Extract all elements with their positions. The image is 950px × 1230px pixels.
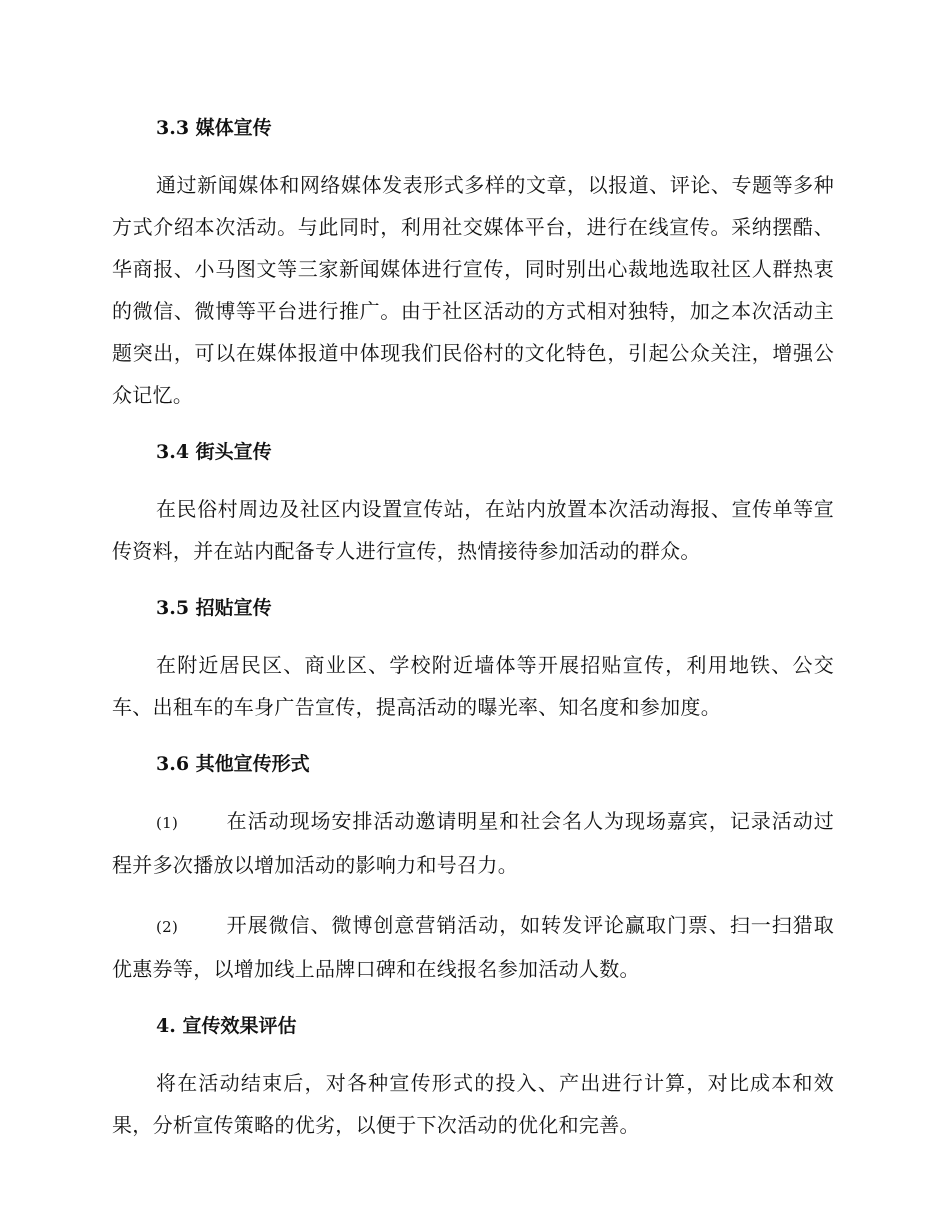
section-heading-3-3: 3.3 媒体宣传 <box>156 117 272 139</box>
document-content <box>112 110 834 1146</box>
list-item-number: (2) <box>156 918 179 936</box>
section-body-3-3: 通过新闻媒体和网络媒体发表形式多样的文章，以报道、评论、专题等多种方式介绍本次活动。与此同时，利用社交媒体平台，进行在线宣传。采纳摆酷、华商报、小马图文等三家新闻媒体进行宣传，同时别出心裁地选取社区人群热衷的微信、微博等平台进行推广。由于社区活动的方式相对独特，加之本次活动主题突出，可以在媒体报道中体现我们民俗村的文化特色，引起公众关注，增强公众记忆。 <box>112 173 834 407</box>
section-heading-3-6: 3.6 其他宣传形式 <box>156 753 310 775</box>
list-item-text: 开展微信、微博创意营销活动，如转发评论赢取门票、扫一扫猎取优惠券等，以增加线上品牌口碑和在线报名参加活动人数。 <box>112 913 834 981</box>
list-item <box>112 800 834 886</box>
list-item <box>112 904 834 990</box>
list-item-number: (1) <box>156 814 179 832</box>
section-body-3-4: 在民俗村周边及社区内设置宣传站，在站内放置本次活动海报、宣传单等宣传资料，并在站内配备专人进行宣传，热情接待参加活动的群众。 <box>112 497 834 563</box>
section-heading-4: 4. 宣传效果评估 <box>156 1015 297 1037</box>
list-item-text: 在活动现场安排活动邀请明星和社会名人为现场嘉宾，记录活动过程并多次播放以增加活动的影响力和号召力。 <box>112 809 834 877</box>
section-heading-3-5: 3.5 招贴宣传 <box>156 597 272 619</box>
section-body-3-5: 在附近居民区、商业区、学校附近墙体等开展招贴宣传，利用地铁、公交车、出租车的车身广告宣传，提高活动的曝光率、知名度和参加度。 <box>112 653 834 719</box>
section-heading-3-4: 3.4 街头宣传 <box>156 441 272 463</box>
section-body-4: 将在活动结束后，对各种宣传形式的投入、产出进行计算，对比成本和效果，分析宣传策略的优劣，以便于下次活动的优化和完善。 <box>112 1071 834 1137</box>
